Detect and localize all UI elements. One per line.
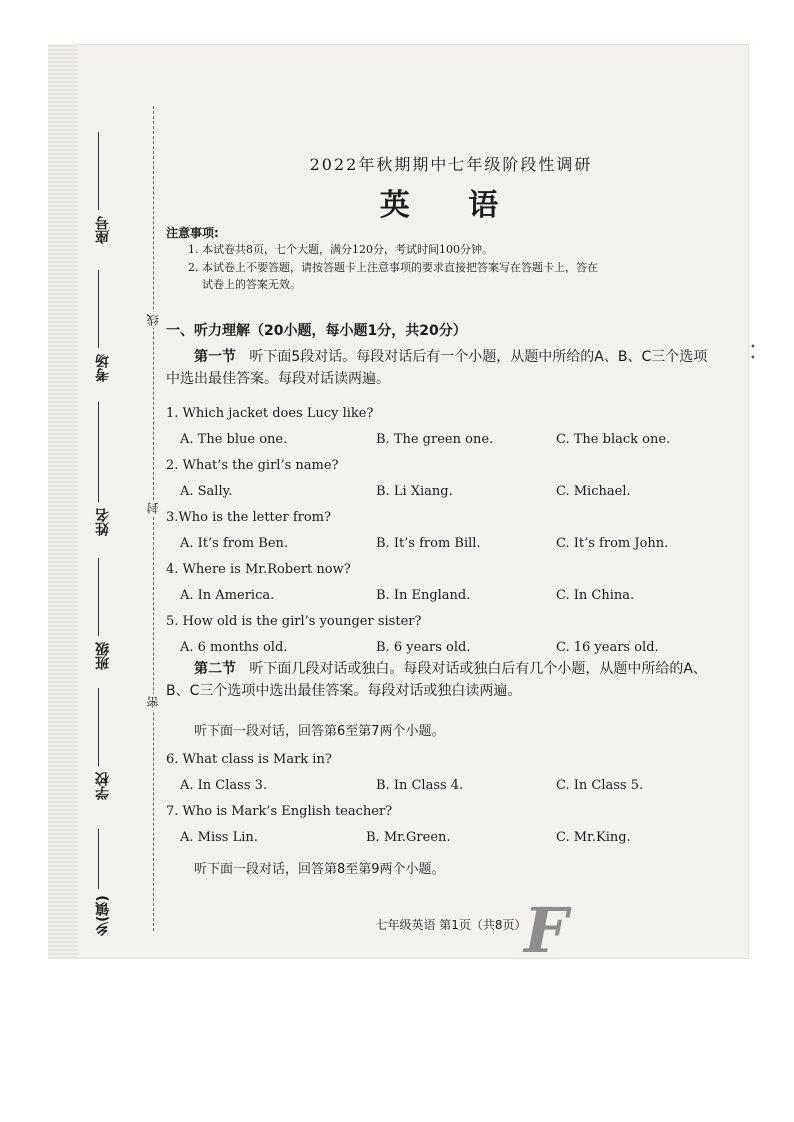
school-label: 学校 [95, 772, 111, 800]
question-stem: 3.Who is the letter from? [166, 510, 331, 525]
option-b: B. Mr.Green. [366, 830, 451, 845]
name-label: 姓名 [95, 508, 111, 536]
part1-text: 听下面5段对话。每段对话后有一个小题，从题中所给的A、B、C三个选项中选出最佳答案。每段对话读两遍。 [166, 349, 708, 387]
option-c: C. Michael. [556, 484, 631, 499]
exam-page [48, 44, 756, 967]
question-stem: 6. What class is Mark in? [166, 752, 332, 767]
section-heading: 一、听力理解（20小题，每小题1分，共20分） [166, 323, 467, 339]
option-a: A. The blue one. [180, 432, 288, 447]
question-stem: 1. Which jacket does Lucy like? [166, 406, 374, 421]
option-b: B. 6 years old. [376, 640, 471, 655]
part2-instruction [166, 658, 721, 702]
subject-title: 英 语 [379, 188, 523, 223]
binding-mark-mi: 密 [146, 696, 160, 708]
page-footer: 七年级英语 第1页（共8页） [375, 918, 527, 932]
binding-dashed-line [153, 106, 154, 931]
class-label: 班级 [95, 642, 111, 670]
option-a: A. Miss Lin. [180, 830, 258, 845]
paper-version-mark: F [524, 894, 569, 967]
option-c: C. It’s from John. [556, 536, 669, 551]
option-b: B. The green one. [376, 432, 494, 447]
question-stem: 4. Where is Mr.Robert now? [166, 562, 351, 577]
part2-label: 第二节 [194, 661, 236, 677]
question-stem: 7. Who is Mark’s English teacher? [166, 804, 393, 819]
part2-text: 听下面几段对话或独白。每段对话或独白后有几个小题，从题中所给的A、B、C三个选项中选出最佳答案。每段对话或独白读两遍。 [166, 661, 707, 699]
town-field [88, 816, 118, 936]
seat-number-field [88, 124, 118, 244]
option-c: C. Mr.King. [556, 830, 631, 845]
note-item: 2. 本试卷上不要答题，请按答题卡上注意事项的要求直接把答案写在答题卡上，答在 [188, 261, 598, 274]
option-b: B. Li Xiang. [376, 484, 453, 499]
seat-number-label: 座号 [95, 216, 111, 244]
notes-heading: 注意事项: [166, 226, 219, 240]
option-c: C. The black one. [556, 432, 671, 447]
exam-room-label: 考场 [95, 354, 111, 382]
town-label: 乡(镇) [95, 895, 111, 936]
part1-instruction [166, 346, 721, 390]
instruction-8-9: 听下面一段对话，回答第8至第9两个小题。 [194, 862, 445, 877]
question-stem: 5. How old is the girl’s younger sister? [166, 614, 422, 629]
option-a: A. In America. [180, 588, 275, 603]
school-field [88, 680, 118, 800]
exam-room-field [88, 262, 118, 382]
binding-mark-xian: 线 [146, 314, 160, 326]
note-item: 1. 本试卷共8页，七个大题，满分120分，考试时间100分钟。 [188, 243, 493, 256]
option-a: A. Sally. [180, 484, 233, 499]
binding-strip [48, 44, 78, 959]
class-field [88, 550, 118, 670]
instruction-6-7: 听下面一段对话，回答第6至第7两个小题。 [194, 724, 445, 739]
option-a: A. It’s from Ben. [180, 536, 289, 551]
scan-dots: • • [750, 342, 756, 364]
exam-title: 2022年秋期期中七年级阶段性调研 [309, 155, 593, 174]
name-field [88, 396, 118, 536]
option-c: C. 16 years old. [556, 640, 659, 655]
part1-label: 第一节 [194, 349, 236, 365]
option-c: C. In China. [556, 588, 635, 603]
note-item: 试卷上的答案无效。 [202, 278, 301, 291]
binding-mark-feng: 封 [146, 502, 160, 514]
question-stem: 2. What’s the girl’s name? [166, 458, 339, 473]
option-a: A. 6 months old. [180, 640, 288, 655]
option-a: A. In Class 3. [180, 778, 268, 793]
option-b: B. In England. [376, 588, 471, 603]
option-c: C. In Class 5. [556, 778, 644, 793]
option-b: B. It’s from Bill. [376, 536, 481, 551]
option-b: B. In Class 4. [376, 778, 464, 793]
